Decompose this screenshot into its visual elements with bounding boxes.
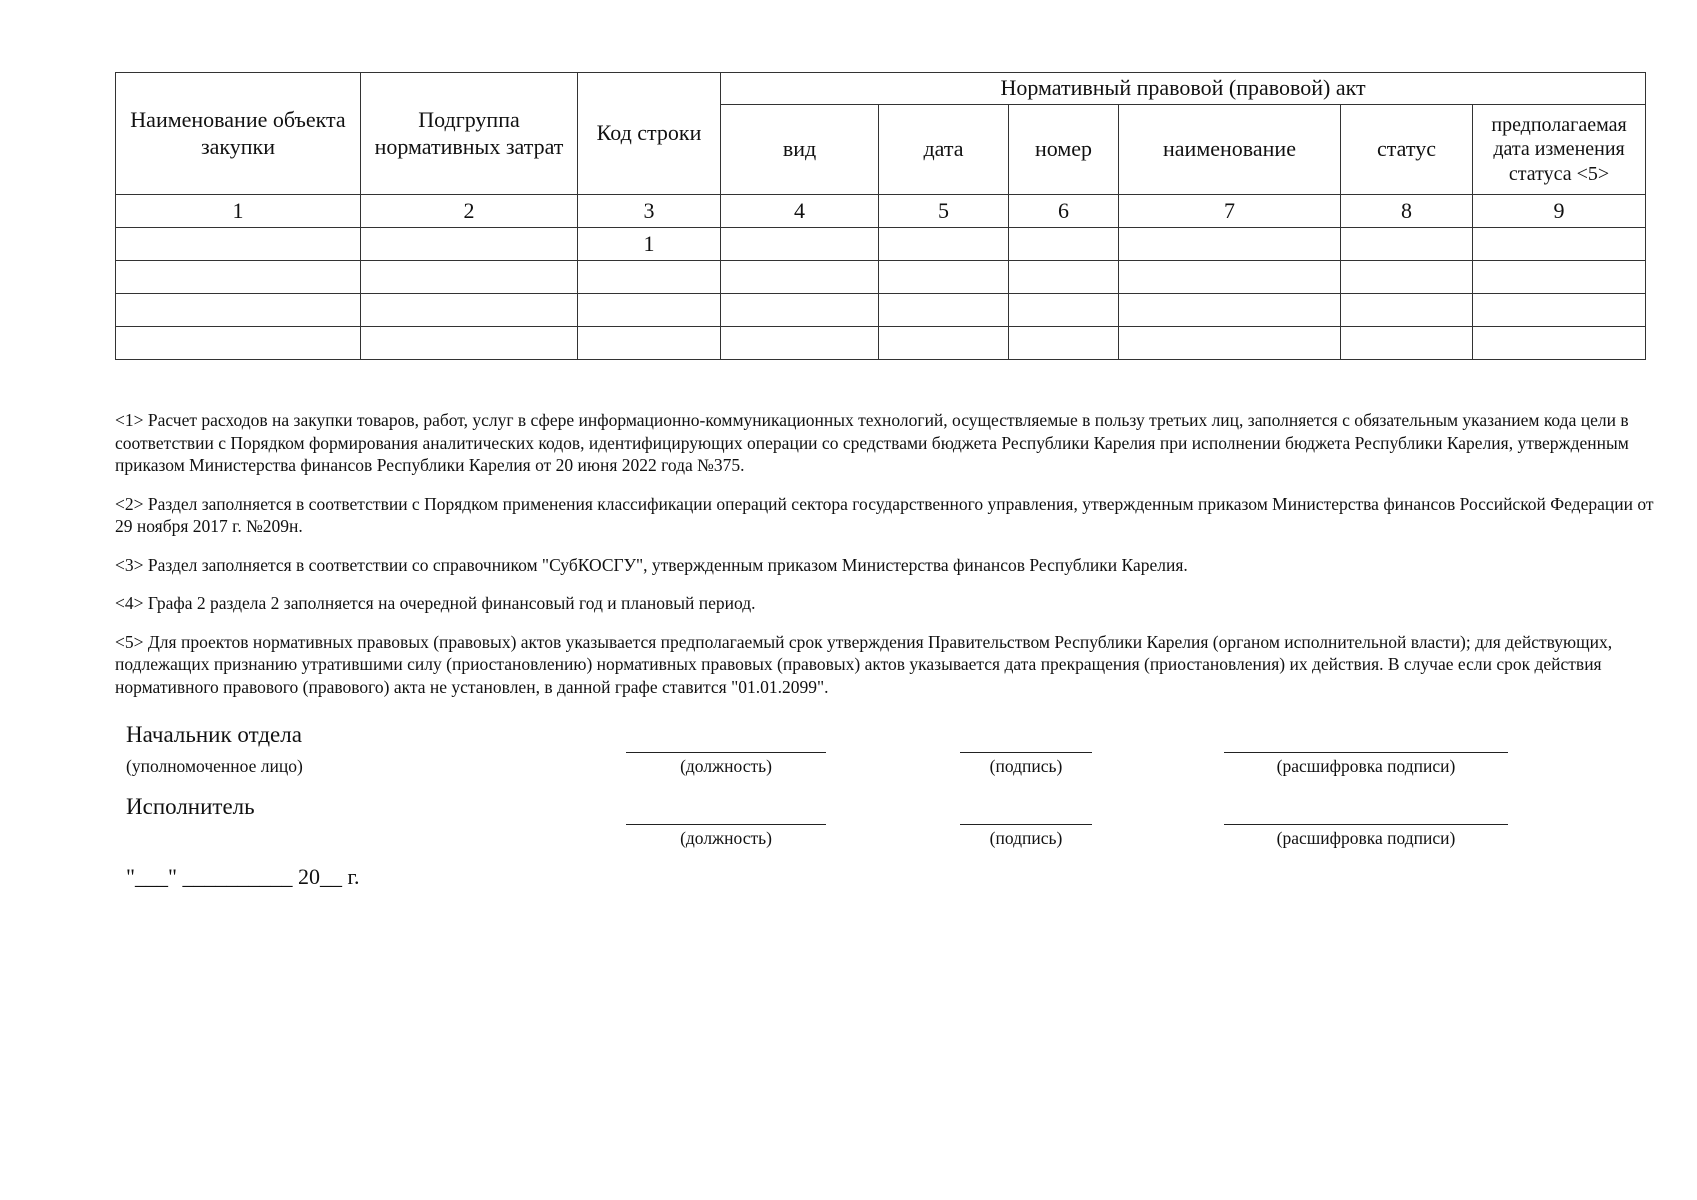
table-cell [361,261,578,294]
table-cell [116,261,361,294]
table-cell [721,327,879,360]
table-cell [879,261,1009,294]
table-cell [879,294,1009,327]
table-cell [1473,228,1646,261]
column-number: 5 [879,195,1009,228]
header-act-date: дата [879,105,1009,195]
head-decoding-line[interactable] [1224,752,1508,753]
table-cell [1341,228,1473,261]
table-cell [721,261,879,294]
table-cell [721,228,879,261]
executor-position-line[interactable] [626,824,826,825]
table-cell [578,261,721,294]
head-position-caption: (должность) [680,756,772,776]
table-cell [1009,228,1119,261]
header-object-name: Наименование объекта закупки [116,73,361,195]
head-signature-line[interactable] [960,752,1092,753]
table-cell [879,228,1009,261]
table-cell [116,228,361,261]
column-number: 7 [1119,195,1341,228]
executor-decoding-caption: (расшифровка подписи) [1276,828,1456,848]
head-decoding-caption: (расшифровка подписи) [1276,756,1456,776]
column-number: 8 [1341,195,1473,228]
head-position-line[interactable] [626,752,826,753]
table-cell [1009,294,1119,327]
header-act-type: вид [721,105,879,195]
footnote-3: <3> Раздел заполняется в соответствии со справочником "СубКОСГУ", утвержденным приказом Министерства финансов Республики Карелия. [115,554,1188,575]
head-subtitle: (уполномоченное лицо) [126,756,303,776]
table-cell [1473,327,1646,360]
header-legal-act-group: Нормативный правовой (правовой) акт [721,73,1646,105]
column-number: 3 [578,195,721,228]
table-cell: 1 [578,228,721,261]
table-cell [361,327,578,360]
header-status-change-date: предполагаемая дата изменения статуса <5> [1473,105,1646,195]
footnotes [115,409,1675,714]
table-cell [1473,261,1646,294]
column-number-row [116,195,1646,228]
table-cell [1341,294,1473,327]
table-row [116,261,1646,294]
footnote-4: <4> Графа 2 раздела 2 заполняется на очередной финансовый год и плановый период. [115,593,756,613]
table-row [116,294,1646,327]
header-act-title: наименование [1119,105,1341,195]
executor-title: Исполнитель [126,794,255,819]
table-cell [1341,261,1473,294]
table-row [116,228,1646,261]
executor-signature-caption: (подпись) [989,828,1063,848]
table-cell [116,327,361,360]
date-line[interactable]: "___" __________ 20__ г. [126,864,360,889]
executor-position-caption: (должность) [680,828,772,848]
table-cell [361,228,578,261]
table-cell [1341,327,1473,360]
executor-decoding-line[interactable] [1224,824,1508,825]
header-act-number: номер [1009,105,1119,195]
column-number: 1 [116,195,361,228]
head-signature-caption: (подпись) [989,756,1063,776]
table-cell [721,294,879,327]
table-cell [1119,228,1341,261]
table-cell [1119,294,1341,327]
footnote-1: <1> Расчет расходов на закупки товаров, работ, услуг в сфере информационно-коммуникационных технологий, осуществляемые в пользу третьих лиц, заполняется с обязательным указанием кода цели в соответствии с Порядком формирования аналитических кодов, идентифицирующих операции со средствами бюджета Республики Карелия при исполнении бюджета Республики Карелия, утвержденным приказом Министерства финансов Республики Карелия от 20 июня 2022 года №375. [115,410,1629,475]
column-number: 6 [1009,195,1119,228]
footnote-5: <5> Для проектов нормативных правовых (правовых) актов указывается предполагаемый срок утверждения Правительством Республики Карелия (органом исполнительной власти); для действующих, подлежащих признанию утратившими силу (приостановлению) нормативных правовых (правовых) актов указывается дата прекращения (приостановления) их действия. В случае если срок действия нормативного правового (правового) акта не установлен, в данной графе ставится "01.01.2099". [115,631,1613,697]
table-cell [1009,327,1119,360]
normative-acts-table [115,72,1646,360]
table-row [116,327,1646,360]
head-title: Начальник отдела [126,722,302,747]
table-cell [1119,261,1341,294]
table-cell [879,327,1009,360]
executor-signature-line[interactable] [960,824,1092,825]
header-act-status: статус [1341,105,1473,195]
column-number: 2 [361,195,578,228]
table-cell [578,294,721,327]
header-row-code: Код строки [578,73,721,195]
table-cell [578,327,721,360]
table-cell [361,294,578,327]
table-cell [1119,327,1341,360]
column-number: 4 [721,195,879,228]
table-cell [116,294,361,327]
table-cell [1473,294,1646,327]
header-cost-subgroup: Подгруппа нормативных затрат [361,73,578,195]
footnote-2: <2> Раздел заполняется в соответствии с Порядком применения классификации операций сектора государственного управления, утвержденным приказом Министерства финансов Российской Федерации от 29 ноября 2017 г. №209н. [115,493,1654,536]
column-number: 9 [1473,195,1646,228]
table-cell [1009,261,1119,294]
